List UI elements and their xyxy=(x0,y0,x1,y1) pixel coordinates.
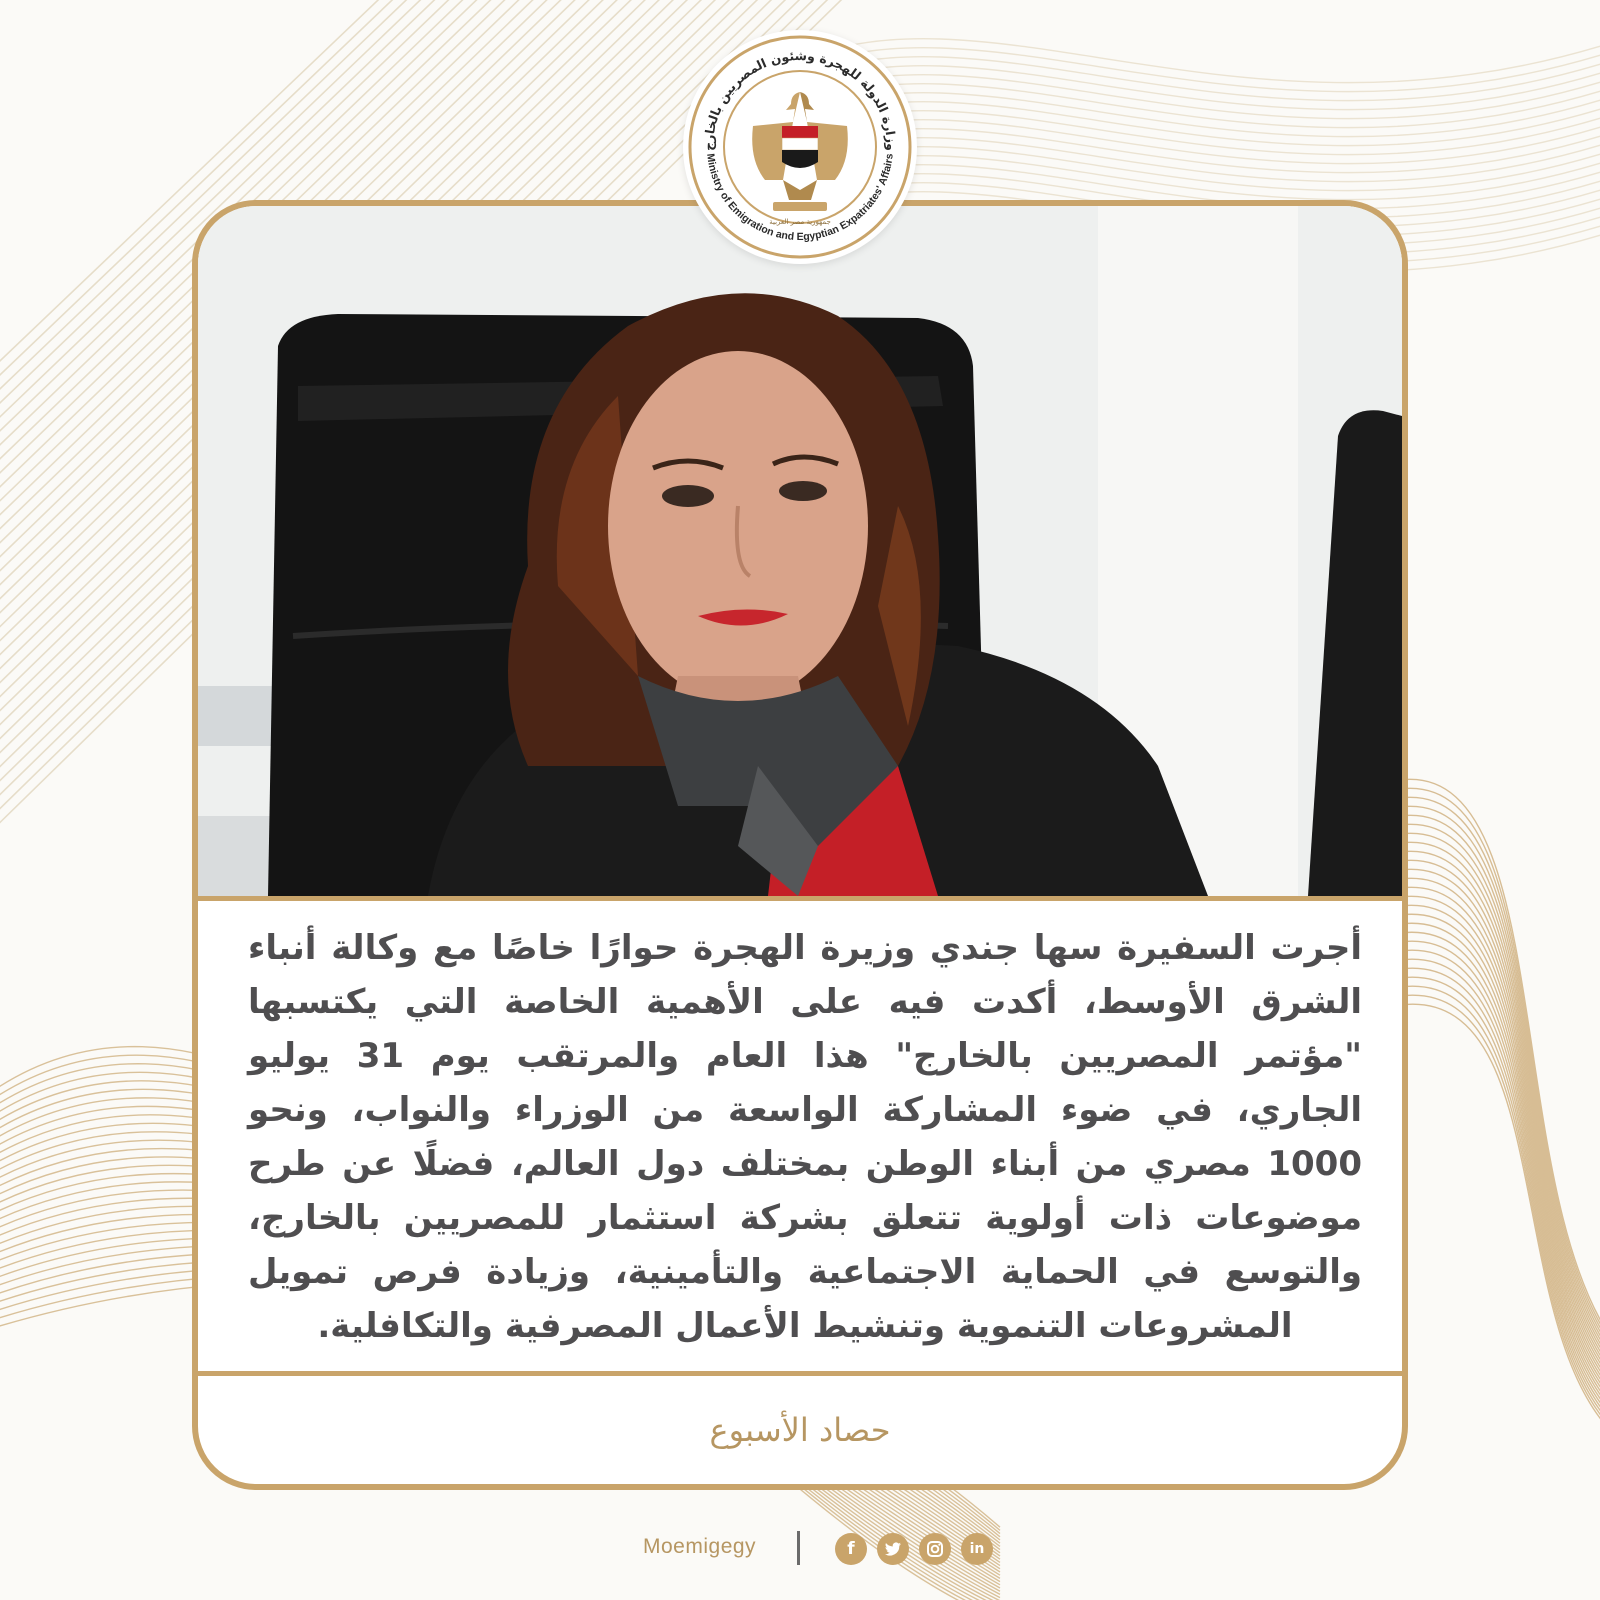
logo-english-text: Ministry of Emigration and Egyptian Expatriates' Affairs xyxy=(704,152,896,244)
footer-separator xyxy=(797,1531,800,1565)
logo-emblem-caption: جمهورية مصر العربية xyxy=(769,218,831,226)
logo-arabic-text: وزارة الدولة للهجرة وشئون المصريين بالخارج xyxy=(700,47,900,151)
post-card xyxy=(192,200,1408,1490)
twitter-icon[interactable] xyxy=(877,1533,909,1565)
footer-title: حصاد الأسبوع xyxy=(709,1411,891,1449)
divider xyxy=(198,1371,1402,1376)
article-body: أجرت السفيرة سها جندي وزيرة الهجرة حوارًا خاصًا مع وكالة أنباء الشرق الأوسط، أكدت فيه على الأهمية الخاصة التي يكتسبها "مؤتمر المصريين بالخارج" هذا العام والمرتقب يوم 31 يوليو الجاري، في ضوء المشاركة الواسعة من الوزراء والنواب، ونحو 1000 مصري من أبناء الوطن بمختلف دول العالم، فضلًا عن طرح موضوعات ذات أولوية تتعلق بشركة استثمار للمصريين بالخارج، والتوسع في الحماية الاجتماعية والتأمينية، وزيادة فرص تمويل المشروعات التنموية وتنشيط الأعمال المصرفية والتكافلية. xyxy=(248,928,1362,1346)
instagram-icon[interactable] xyxy=(919,1533,951,1565)
ministry-logo xyxy=(683,30,917,264)
linkedin-icon[interactable]: in xyxy=(961,1533,993,1565)
social-handle[interactable]: Moemigegy xyxy=(643,1535,757,1558)
minister-photo xyxy=(198,206,1402,901)
footer-bar xyxy=(0,1527,1600,1571)
facebook-icon[interactable]: f xyxy=(835,1533,867,1565)
